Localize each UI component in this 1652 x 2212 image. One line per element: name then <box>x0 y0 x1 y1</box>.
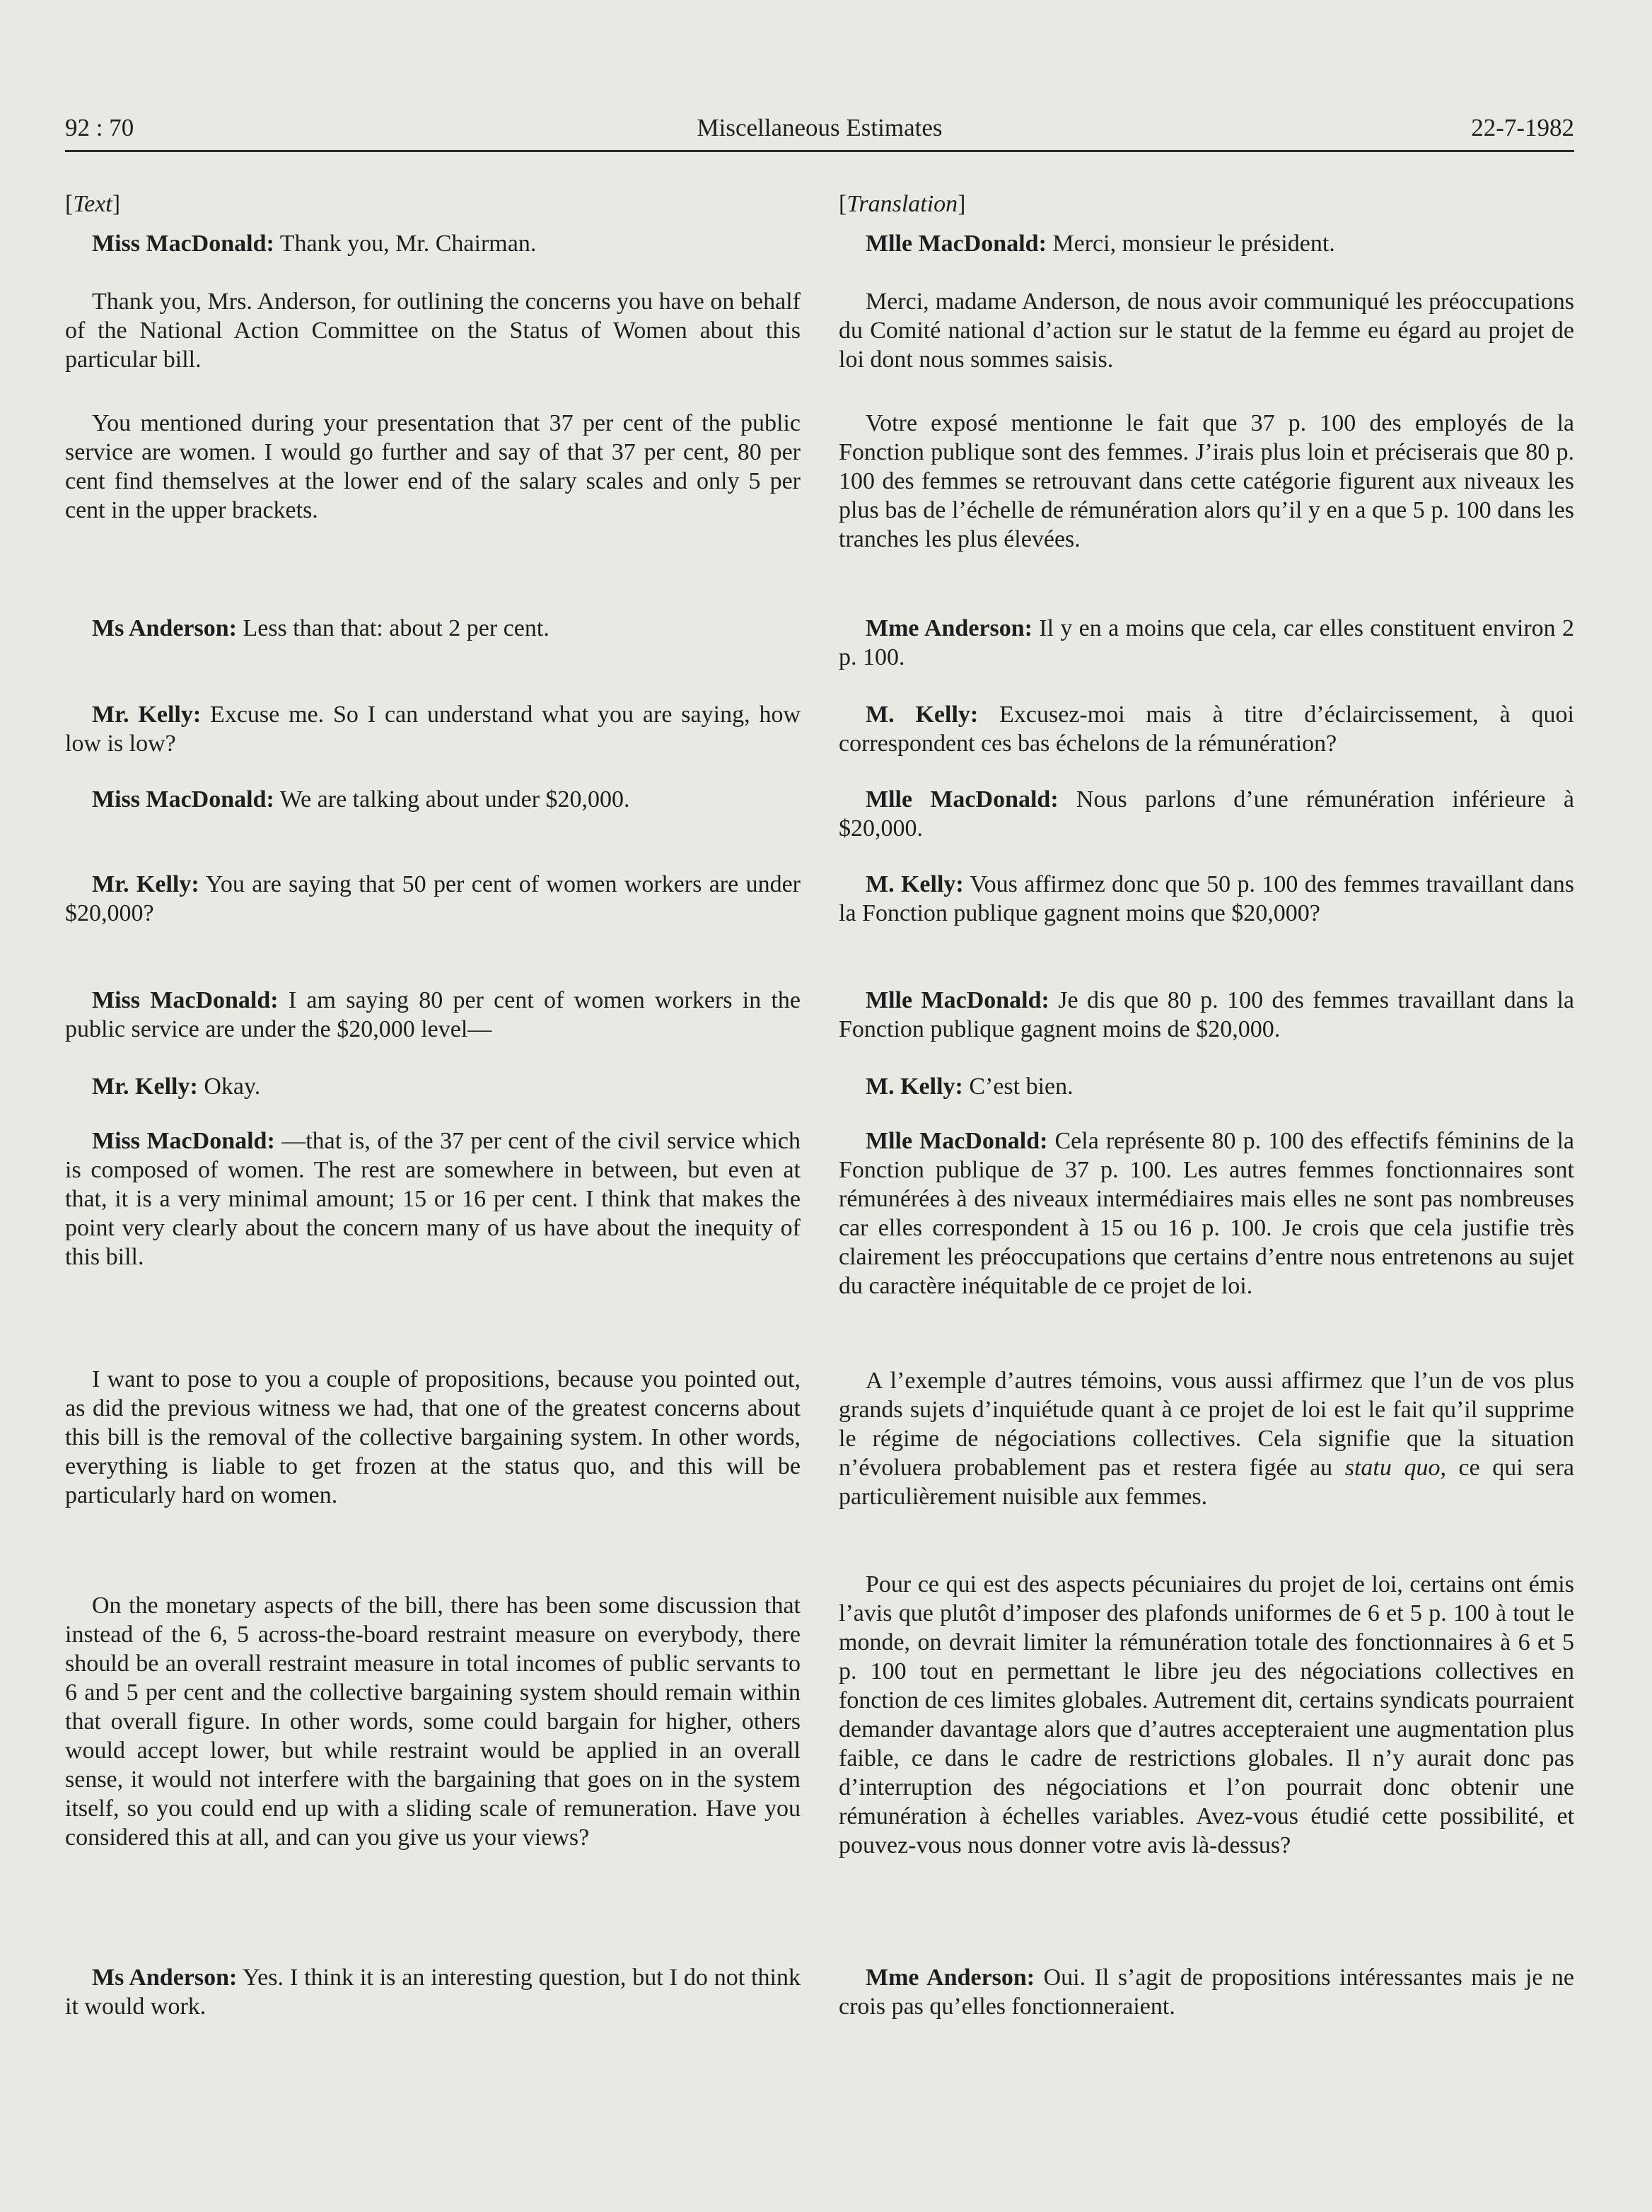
speaker-name: Mlle MacDonald: <box>866 231 1047 257</box>
speaker-name: Mlle MacDonald: <box>866 786 1059 813</box>
paragraph-text: Je dis que 80 p. 100 des femmes travaillant dans la Fonction publique gagnent moins de $20,000. <box>839 987 1574 1042</box>
speaker-paragraph <box>65 1963 801 2021</box>
speaker-name: M. Kelly: <box>866 871 964 897</box>
speaker-name: Mlle MacDonald: <box>866 987 1049 1013</box>
speaker-paragraph <box>65 1127 801 1271</box>
paragraph-text: Pour ce qui est des aspects pécuniaires du projet de loi, certains ont émis l’avis que plutôt d’imposer des plafonds uniformes de 6 et 5 p. 100 à tout le monde, on devrait limiter la rémunération totale des fonctionnaires à 6 et 5 p. 100 tout en permettant le libre jeu des négociations collectives en fonction de ces limites globales. Autrement dit, certains syndicats pourraient demander davantage alors que d’autres accepteraient une augmentation plus faible, ce dans le cadre de restrictions globales. Il n’y aurait donc pas d’interruption des négociations et l’on pourrait donc obtenir une rémunération à échelles variables. Avez-vous étudié cette possibilité, et pouvez-vous nous donner votre avis là-dessus? <box>839 1571 1574 1858</box>
text-paragraph <box>65 409 801 525</box>
speaker-paragraph <box>65 986 801 1044</box>
paragraph-text: You mentioned during your presentation that 37 per cent of the public service are women. I would go further and say of that 37 per cent, 80 per cent find themselves at the lower end of the salary scales and only 5 per cent in the upper brackets. <box>65 410 801 523</box>
speaker-paragraph <box>839 870 1574 928</box>
language-label-text: Text <box>73 191 112 217</box>
speaker-name: Mr. Kelly: <box>92 702 202 728</box>
speaker-paragraph <box>65 700 801 758</box>
speaker-name: Mme Anderson: <box>866 1964 1035 1991</box>
right-language-label: [Translation] <box>839 191 966 217</box>
text-paragraph <box>839 409 1574 554</box>
paragraph-text: I want to pose to you a couple of propositions, because you pointed out, as did the previous witness we had, that one of the greatest concerns about this bill is the removal of the collective bargaining system. In other words, everything is liable to get frozen at the status quo, and this will be particularly hard on women. <box>65 1366 801 1508</box>
speaker-name: Ms Anderson: <box>92 615 237 641</box>
speaker-name: Miss MacDonald: <box>92 987 279 1013</box>
speaker-name: M. Kelly: <box>866 702 979 728</box>
paragraph-text: Thank you, Mr. Chairman. <box>274 231 537 257</box>
paragraph-text: —that is, of the 37 per cent of the civil service which is composed of women. The rest are somewhere in between, but even at that, it is a very minimal amount; 15 or 16 per cent. I think that makes the point very clearly about the concern many of us have about the inequity of this bill. <box>65 1128 801 1270</box>
header-rule <box>65 150 1574 152</box>
paragraph-text: Less than that: about 2 per cent. <box>236 615 549 641</box>
speaker-paragraph <box>839 614 1574 672</box>
speaker-name: Mr. Kelly: <box>92 871 199 897</box>
text-paragraph <box>839 1366 1574 1511</box>
paragraph-text: Oui. Il s’agit de propositions intéressantes mais je ne crois pas qu’elles fonctionneraient. <box>839 1964 1574 2020</box>
paragraph-text: C’est bien. <box>962 1073 1074 1100</box>
paragraph-text-continued: , ce qui sera particulièrement nuisible aux femmes. <box>839 1455 1575 1510</box>
page-date: 22-7-1982 <box>1471 114 1574 141</box>
speaker-paragraph <box>839 700 1574 758</box>
paragraph-text: Vous affirmez donc que 50 p. 100 des femmes travaillant dans la Fonction publique gagnent moins que $20,000? <box>839 871 1575 926</box>
text-paragraph <box>65 1591 801 1852</box>
speaker-paragraph <box>65 1072 801 1101</box>
text-paragraph <box>839 1570 1574 1860</box>
paragraph-text: Merci, madame Anderson, de nous avoir communiqué les préoccupations du Comité national d’action sur le statut de la femme eu égard au projet de loi dont nous sommes saisis. <box>839 289 1574 373</box>
paragraph-text: Nous parlons d’une rémunération inférieure à $20,000. <box>839 786 1574 842</box>
text-paragraph <box>65 287 801 374</box>
speaker-name: Miss MacDonald: <box>92 231 274 257</box>
paragraph-text: Merci, monsieur le président. <box>1046 231 1335 257</box>
speaker-paragraph <box>65 229 801 258</box>
speaker-name: Ms Anderson: <box>92 1964 238 1991</box>
paragraph-text: On the monetary aspects of the bill, there has been some discussion that instead of the 6, 5 across-the-board restraint measure on everybody, there should be an overall restraint measure in total incomes of public servants to 6 and 5 per cent and the collective bargaining system should remain within that overall figure. In other words, some could bargain for higher, others would accept lower, but while restraint would be applied in an overall sense, it would not interfere with the bargaining that goes on in the system itself, so you could end up with a sliding scale of remuneration. Have you considered this at all, and can you give us your views? <box>65 1593 801 1851</box>
speaker-name: Mr. Kelly: <box>92 1073 198 1100</box>
paragraph-text: Votre exposé mentionne le fait que 37 p. 100 des employés de la Fonction publique sont des femmes. J’irais plus loin et préciserais que 80 p. 100 des femmes se retrouvant dans cette catégorie figurent aux niveaux les plus bas de l’échelle de rémunération alors qu’il y en a que 5 p. 100 dans les tranches les plus élevées. <box>839 410 1574 552</box>
paragraph-text: Cela représente 80 p. 100 des effectifs féminins de la Fonction publique de 37 p. 100. Les autres femmes fonctionnaires sont rémunérées à des niveaux intermédiaires mais elles ne sont pas nombreuses car elles correspondent à 15 ou 16 p. 100. Je crois que cela justifie très clairement les préoccupations que certains d’entre nous entretenons au sujet du caractère inéquitable de ce projet de loi. <box>839 1128 1574 1299</box>
paragraph-text: Yes. I think it is an interesting question, but I do not think it would work. <box>65 1964 801 2020</box>
paragraph-text: Il y en a moins que cela, car elles constituent environ 2 p. 100. <box>839 615 1574 670</box>
speaker-name: Mlle MacDonald: <box>866 1128 1048 1154</box>
paragraph-text: Excuse me. So I can understand what you are saying, how low is low? <box>65 702 801 757</box>
speaker-name: Mme Anderson: <box>866 615 1032 641</box>
speaker-paragraph <box>839 1127 1574 1300</box>
speaker-paragraph <box>839 1072 1574 1101</box>
paragraph-text: We are talking about under $20,000. <box>274 786 630 813</box>
text-paragraph <box>65 1365 801 1510</box>
speaker-paragraph <box>839 1963 1574 2021</box>
page-number: 92 : 70 <box>65 114 134 141</box>
speaker-paragraph <box>839 785 1574 843</box>
paragraph-text: Excusez-moi mais à titre d’éclaircissement, à quoi correspondent ces bas échelons de la rémunération? <box>839 702 1575 757</box>
text-paragraph <box>839 287 1574 374</box>
paragraph-text: Okay. <box>197 1073 261 1100</box>
speaker-paragraph <box>65 870 801 928</box>
language-label-text: Translation <box>847 191 958 217</box>
paragraph-text: Thank you, Mrs. Anderson, for outlining the concerns you have on behalf of the National Action Committee on the Status of Women about this particular bill. <box>65 289 801 373</box>
italic-term: statu quo <box>1344 1455 1441 1481</box>
speaker-name: Miss MacDonald: <box>92 786 274 813</box>
paragraph-text: I am saying 80 per cent of women workers in the public service are under the $20,000 level— <box>65 987 801 1042</box>
left-language-label: [Text] <box>65 191 121 217</box>
speaker-name: Miss MacDonald: <box>92 1128 275 1154</box>
speaker-name: M. Kelly: <box>866 1073 963 1100</box>
publication-title: Miscellaneous Estimates <box>697 114 943 141</box>
paragraph-text: You are saying that 50 per cent of women workers are under $20,000? <box>65 871 801 926</box>
speaker-paragraph <box>65 614 801 643</box>
speaker-paragraph <box>839 986 1574 1044</box>
speaker-paragraph <box>65 785 801 814</box>
speaker-paragraph <box>839 229 1574 258</box>
paragraph-text: A l’exemple d’autres témoins, vous aussi affirmez que l’un de vos plus grands sujets d’inquiétude quant à ce projet de loi est le fait qu’il supprime le régime de négociations collectives. Cela signifie que la situation n’évoluera probablement pas et restera figée au <box>839 1368 1574 1481</box>
